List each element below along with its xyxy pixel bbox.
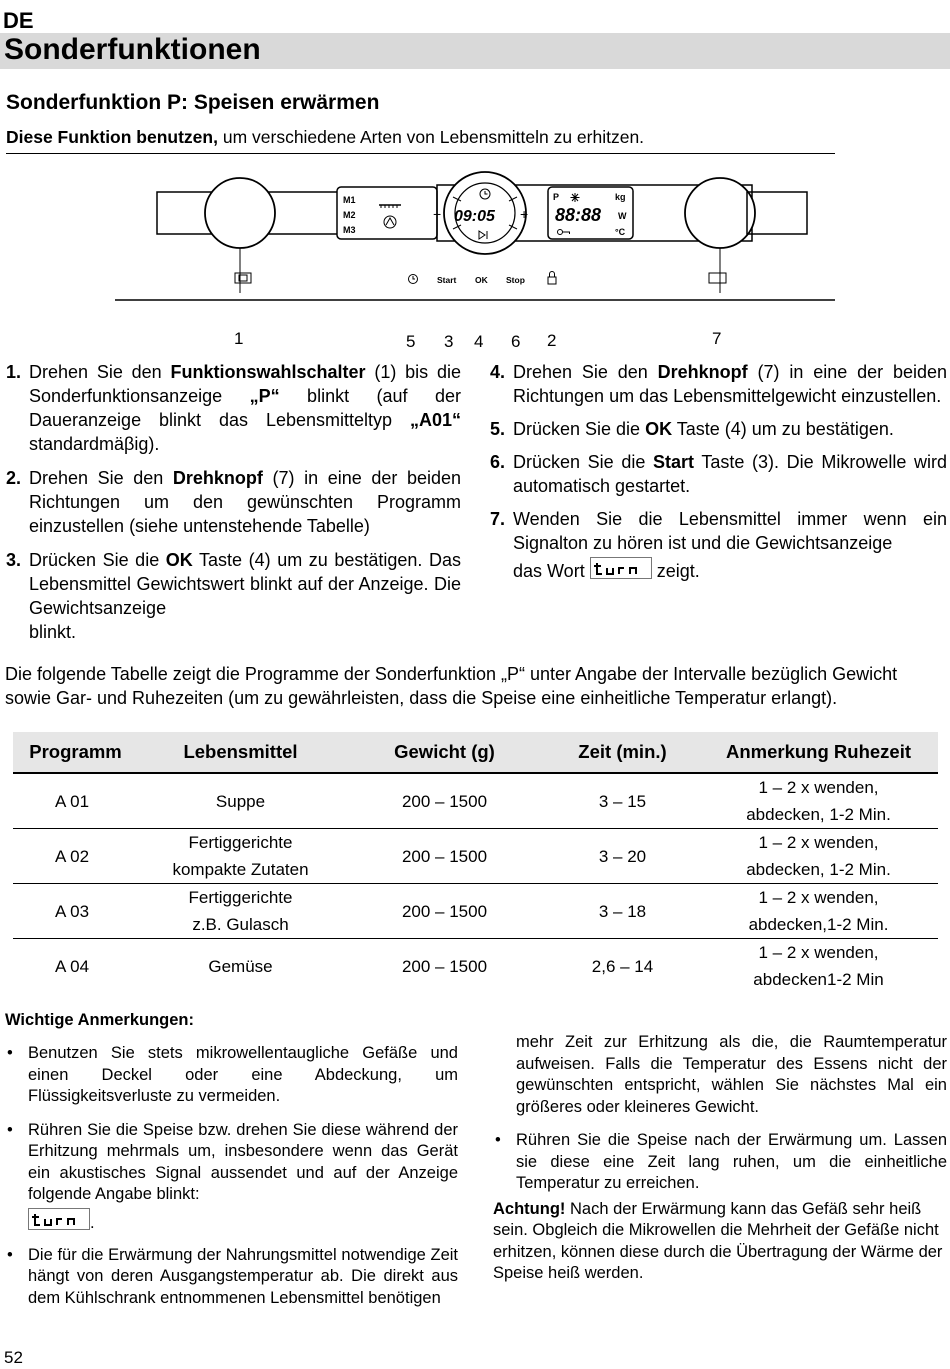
right-knob-frame xyxy=(747,192,807,234)
note-bullet xyxy=(5,1120,458,1206)
col-gewicht: Gewicht (g) xyxy=(343,732,546,773)
step-number: 5. xyxy=(490,419,506,439)
step-text: (7) in eine der beiden Richtungen um das Lebensmittelgewicht einzustellen. xyxy=(513,362,947,406)
step-7 xyxy=(490,507,947,555)
step-text: Taste (4) um zu bestätigen. xyxy=(672,419,894,439)
note-bullet xyxy=(493,1130,947,1195)
step-text: Drücken Sie die xyxy=(29,550,166,570)
step-6 xyxy=(490,450,947,498)
timer-icon xyxy=(409,275,418,284)
col-zeit: Zeit (min.) xyxy=(546,732,699,773)
unit-w: W xyxy=(618,211,627,221)
lock-icon xyxy=(548,272,556,285)
step-text: (1) bis die Sonderfunktionsanzeige xyxy=(29,362,461,406)
cell-note xyxy=(699,884,938,939)
note-line: abdecken, 1-2 Min. xyxy=(746,805,891,824)
page-number: 52 xyxy=(4,1348,23,1367)
minus-sign: − xyxy=(433,206,442,222)
step-text: Drücken Sie die xyxy=(513,452,654,472)
start-button-label: Start xyxy=(437,275,457,285)
note-text: Benutzen Sie stets mikrowellentaugliche Gefäße und einen Deckel oder eine Abdeckung, um Flüssigkeitsverluste zu vermeiden. xyxy=(28,1044,458,1105)
food-line: Gemüse xyxy=(208,956,273,976)
stop-button-label: Stop xyxy=(506,275,525,285)
intro-bold: Diese Funktion benutzen, xyxy=(6,127,218,147)
cell-time: 3 – 15 xyxy=(546,773,699,829)
callout-3: 3 xyxy=(444,332,454,351)
step-5 xyxy=(490,417,947,441)
warning-rest: Nach der Erwärmung kann das Gefäß sehr heiß sein. Obgleich die Mikrowellen die Mehrheit der Gefäße nicht erhitzen, können diese durch die Übertragung der Wärme der Speise heiß werden. xyxy=(493,1199,943,1282)
display-m1: M1 xyxy=(343,195,356,205)
program-table xyxy=(13,732,938,993)
turn-display-icon xyxy=(28,1208,90,1230)
callout-5: 5 xyxy=(406,332,416,351)
step-text: das Wort xyxy=(513,561,585,581)
snowflake-icon xyxy=(571,193,580,202)
ok-button-label: OK xyxy=(475,275,488,285)
step-number: 4. xyxy=(490,362,506,382)
display-m3: M3 xyxy=(343,225,356,235)
step-bold: Start xyxy=(653,452,695,472)
step-text: zeigt. xyxy=(651,561,700,581)
cell-note xyxy=(699,773,938,829)
callout-2: 2 xyxy=(547,331,557,350)
food-line: Fertiggerichte xyxy=(188,833,293,852)
note-text: Rühren Sie die Speise nach der Erwärmung um. Lassen sie diese eine Zeit lang ruhen, um die einheitliche Temperatur zu erreichen. xyxy=(516,1131,947,1192)
display-p: P xyxy=(553,192,560,202)
step-text: Wenden Sie die Lebensmittel immer wenn ein Signalton zu hören ist und die Gewichtsanzeige xyxy=(513,509,947,553)
cell-food xyxy=(138,773,343,829)
section-subtitle: Sonderfunktion P: Speisen erwärmen xyxy=(6,91,380,114)
step-text: Drehen Sie den xyxy=(29,468,173,488)
notes-heading: Wichtige Anmerkungen: xyxy=(5,1011,195,1029)
step-text: blinkt (auf der Daueranzeige blinkt das Lebensmitteltyp xyxy=(29,386,462,430)
warning-bold: Achtung! xyxy=(493,1199,566,1218)
display-m2: M2 xyxy=(343,210,356,220)
food-line: kompakte Zutaten xyxy=(172,860,309,879)
weight-icon xyxy=(709,273,726,283)
step-number: 7. xyxy=(490,509,506,529)
turn-indicator: . xyxy=(5,1206,458,1233)
cell-weight: 200 – 1500 xyxy=(401,956,488,976)
table-intro-paragraph: Die folgende Tabelle zeigt die Programme der Sonderfunktion „P“ unter Angabe der Intervalle bezüglich Gewicht sowie Gar- und Ruhezeiten (um zu gewährleisten, dass die Speise eine einheitliche Temperatur erlangt). xyxy=(5,664,898,708)
steps-left-column xyxy=(6,360,461,644)
weight-value: 88:88 xyxy=(555,205,602,225)
intro-line xyxy=(6,127,835,154)
col-programm: Programm xyxy=(13,732,138,773)
cell-food xyxy=(138,939,343,994)
control-panel-illustration xyxy=(115,165,835,355)
step-text: standardmäβig). xyxy=(29,434,160,454)
note-line: abdecken,1-2 Min. xyxy=(748,915,889,934)
turn-display-icon xyxy=(590,557,652,579)
step-number: 6. xyxy=(490,452,506,472)
notes-right-column xyxy=(493,1032,947,1285)
notes-left-column xyxy=(5,1043,458,1309)
table-row xyxy=(13,884,938,939)
step-bold: OK xyxy=(165,550,193,570)
step-4 xyxy=(490,360,947,408)
bullet-icon: • xyxy=(495,1131,501,1149)
step-7-end xyxy=(490,557,947,583)
cell-time: 3 – 20 xyxy=(546,829,699,884)
language-code: DE xyxy=(3,8,34,33)
unit-kg: kg xyxy=(615,192,626,202)
title-bar xyxy=(0,33,950,69)
table-header-row xyxy=(13,732,938,773)
note-text: Die für die Erwärmung der Nahrungsmittel notwendige Zeit hängt von deren Ausgangstemperatur ab. Die direkt aus dem Kühlschrank entnommenen Lebensmittel benötigen xyxy=(28,1245,458,1307)
callout-4: 4 xyxy=(474,332,484,351)
cell-program: A 03 xyxy=(13,884,138,939)
callout-7: 7 xyxy=(712,329,722,348)
bullet-icon: • xyxy=(7,1245,13,1264)
note-line: 1 – 2 x wenden, xyxy=(758,943,879,962)
cell-time: 2,6 – 14 xyxy=(591,956,654,976)
cell-program: A 02 xyxy=(13,829,138,884)
callout-6: 6 xyxy=(511,332,521,351)
function-selector-knob xyxy=(205,178,275,248)
step-bold: „P“ xyxy=(249,386,280,406)
cell-weight: 200 – 1500 xyxy=(343,884,546,939)
step-1 xyxy=(6,360,461,456)
time-display: 09:05 xyxy=(454,208,495,225)
step-3 xyxy=(6,548,461,620)
note-text: Rühren Sie die Speise bzw. drehen Sie diese während der Erhitzung mehrmals um, insbesondere wenn das Gerät ein akustisches Signal aussendet und auf der Anzeige folgende Angabe blinkt: xyxy=(28,1120,458,1203)
food-line: Fertiggerichte xyxy=(188,888,293,907)
note-bullet xyxy=(5,1245,458,1310)
note-line: 1 – 2 x wenden, xyxy=(758,778,879,797)
note-bullet xyxy=(5,1043,458,1108)
col-lebensmittel: Lebensmittel xyxy=(138,732,343,773)
step-3-end xyxy=(6,620,461,644)
rotary-knob xyxy=(685,178,755,248)
intro-rest: um verschiedene Arten von Lebensmitteln zu erhitzen. xyxy=(217,127,645,147)
unit-c: °C xyxy=(615,227,626,237)
note-line: 1 – 2 x wenden, xyxy=(758,888,879,907)
cell-note xyxy=(699,829,938,884)
steps-right-column xyxy=(490,360,947,583)
step-bold: Drehknopf xyxy=(657,362,748,382)
bullet-icon: • xyxy=(7,1120,13,1139)
step-bold: „A01“ xyxy=(409,410,461,430)
warning-text xyxy=(493,1199,947,1285)
col-anmerkung: Anmerkung Ruhezeit xyxy=(699,732,938,773)
step-text: Drücken Sie die xyxy=(513,419,646,439)
cell-time: 3 – 18 xyxy=(546,884,699,939)
step-2 xyxy=(6,466,461,538)
callout-1: 1 xyxy=(234,329,244,348)
page-title: Sonderfunktionen xyxy=(4,33,261,66)
table-row xyxy=(13,773,938,829)
cell-program: A 01 xyxy=(13,773,138,829)
food-line: z.B. Gulasch xyxy=(192,915,289,934)
cell-program: A 04 xyxy=(55,956,90,976)
table-row xyxy=(13,829,938,884)
step-text: (7) in eine der beiden Richtungen um den gewünschten Programm einzustellen (siehe untenstehende Tabelle) xyxy=(29,468,461,536)
note-line: abdecken1-2 Min xyxy=(753,970,884,989)
step-number: 1. xyxy=(6,362,22,382)
cell-food xyxy=(138,884,343,939)
step-text: Taste (4) um zu bestätigen. Das Lebensmittel Gewichtswert blinkt auf der Anzeige. Die Gewichtsanzeige xyxy=(29,550,461,618)
note-line: abdecken, 1-2 Min. xyxy=(746,860,891,879)
note-continuation: mehr Zeit zur Erhitzung als die, die Raumtemperatur aufweisen. Falls die Temperatur des Essens nicht der gewünschten entspricht, wählen Sie nächstes Mal ein größeres oder kleineres Gewicht. xyxy=(516,1033,947,1116)
step-bold: Funktionswahlschalter xyxy=(170,362,366,382)
step-number: 3. xyxy=(6,550,22,570)
step-text: blinkt. xyxy=(29,622,77,642)
step-bold: Drehknopf xyxy=(172,468,263,488)
cell-food xyxy=(138,829,343,884)
table-row xyxy=(13,939,938,994)
step-number: 2. xyxy=(6,468,22,488)
note-line: 1 – 2 x wenden, xyxy=(758,833,879,852)
cell-weight: 200 – 1500 xyxy=(343,773,546,829)
step-text: Drehen Sie den xyxy=(29,362,171,382)
bullet-icon: • xyxy=(7,1044,13,1062)
cell-note xyxy=(699,939,938,994)
step-bold: OK xyxy=(645,419,673,439)
step-text: Taste (3). Die Mikrowelle wird automatisch gestartet. xyxy=(513,452,947,496)
plus-sign: + xyxy=(520,206,529,222)
food-line: Suppe xyxy=(215,791,266,811)
cell-weight: 200 – 1500 xyxy=(343,829,546,884)
step-text: Drehen Sie den xyxy=(513,362,658,382)
